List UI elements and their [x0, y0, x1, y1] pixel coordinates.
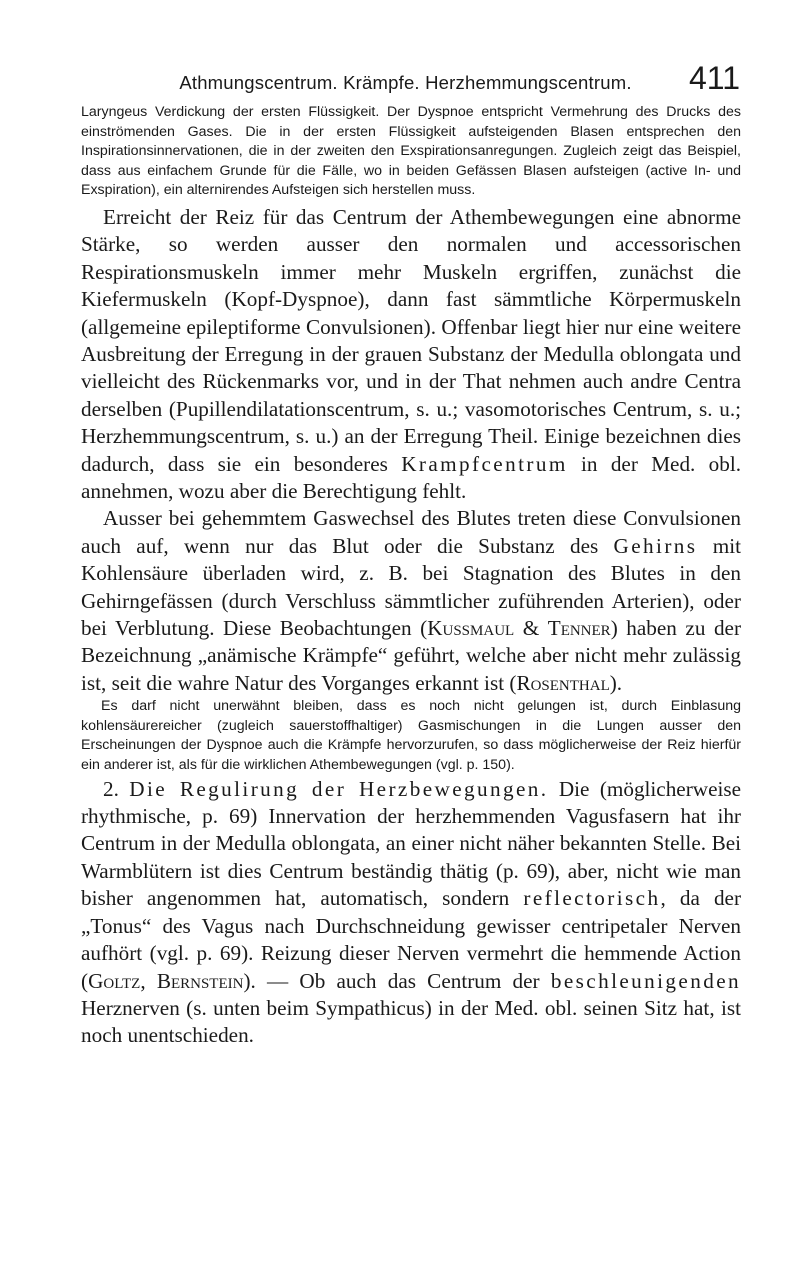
paragraph-krampfe	[81, 204, 741, 505]
page-content	[81, 103, 741, 1050]
paragraph-text-middle: , da der „Tonus“ des Vagus nach Durchschneidung gewisser centripetaler Nerven aufhört (vgl. p. 69). Reizung dieser Nerven vermehrt die hemmende Action (	[81, 886, 742, 993]
paragraph-small-1: Laryngeus Verdickung der ersten Flüssigkeit. Der Dyspnoe entspricht Vermehrung des Drucks des einströmenden Gases. Die in der ersten Flüssigkeit aufsteigenden Blasen entsprechen den Inspirationsinnervationen, die in der zweiten den Exspirationsanregungen. Zugleich zeigt das Beispiel, dass aus einfachem Grunde für die Fälle, wo in beiden Gefässen Blasen aufsteigen (active In- und Exspiration), ein alternirendes Aufsteigen sich herstellen muss.	[81, 104, 741, 199]
emphasized-term-krampfcentrum: Krampfcentrum	[401, 451, 568, 476]
paragraph-text-middle2: ) haben zu der Bezeichnung „anämische Krämpfe“ geführt, welche aber nicht mehr zulässig ist, seit die wahre Natur des Vorganges erkannt ist (	[81, 616, 741, 695]
author-goltz: Goltz	[88, 968, 141, 993]
paragraph-text-middle2: ). — Ob auch das Centrum der	[243, 968, 540, 993]
section-title: Die Regulirung der Herzbewegungen.	[129, 776, 549, 801]
paragraph-herzbewegungen	[81, 776, 741, 1050]
author-rosenthal: Rosenthal	[516, 670, 610, 695]
paragraph-small-2: Es darf nicht unerwähnt bleiben, dass es noch nicht gelungen ist, durch Einblasung kohlensäurereicher (zugleich sauerstoffhaltiger) Gasmischungen in die Lungen ausser den Erscheinungen der Dyspnoe auch die Krämpfe hervorzurufen, so dass möglicherweise der Reiz hierfür ein anderer ist, als für die wirklichen Athembewegungen (vgl. p. 150).	[81, 698, 741, 774]
emphasized-term-reflectorisch: reflectorisch	[523, 886, 661, 911]
page-header	[82, 62, 740, 94]
paragraph-text-end: in der Med. obl. annehmen, wozu aber die Berechtigung fehlt.	[81, 451, 742, 504]
paragraph-text-end: Herznerven (s. unten beim Sympathicus) in der Med. obl. seinen Sitz hat, ist noch unentschieden.	[81, 995, 741, 1048]
emphasized-term-beschleunigenden: beschleunigenden	[550, 968, 742, 993]
author-tenner: Tenner	[547, 616, 611, 641]
author-kussmaul: Kussmaul	[427, 616, 515, 641]
author-bernstein: Bernstein	[156, 968, 244, 993]
paragraph-text-middle: mit Kohlensäure überladen wird, z. B. bei Stagnation des Blutes in den Gehirngefässen (durch Verschluss sämmtlicher zuführenden Arterien), oder bei Verblutung. Diese Beobachtungen (	[81, 533, 742, 641]
paragraph-text: Ausser bei gehemmtem Gaswechsel des Blutes treten diese Convulsionen auch auf, wenn nur das Blut oder die Substanz des	[81, 506, 741, 558]
emphasized-term-gehirns: Gehirns	[613, 533, 698, 558]
page-number: 411	[688, 60, 740, 96]
running-head: Athmungscentrum. Krämpfe. Herzhemmungscentrum.	[179, 72, 632, 93]
paragraph-text: Erreicht der Reiz für das Centrum der Athembewegungen eine abnorme Stärke, so werden ausser den normalen und accessorischen Respirationsmuskeln immer mehr Muskeln ergriffen, zunächst die Kiefermuskeln (Kopf-Dyspnoe), dann fast sämmtliche Körpermuskeln (allgemeine epileptiforme Convulsionen). Offenbar liegt hier nur eine weitere Ausbreitung der Erregung in der grauen Substanz der Medulla oblongata und vielleicht des Rückenmarks vor, und in der That nehmen auch andre Centra derselben (Pupillendilatationscentrum, s. u.; vasomotorisches Centrum, s. u.; Herzhemmungscentrum, s. u.) an der Erregung Theil. Einige bezeichnen dies dadurch, dass sie ein besonderes	[81, 204, 741, 476]
paragraph-text-end: ).	[609, 670, 623, 695]
comma: ,	[140, 968, 157, 993]
ampersand: &	[514, 616, 548, 641]
paragraph-gehirn	[81, 505, 741, 697]
section-number: 2.	[103, 776, 119, 801]
paragraph-text: Die (möglicherweise rhythmische, p. 69) Innervation der herzhemmenden Vagusfasern hat ihr Centrum in der Medulla oblongata, an einer nicht näher bekannten Stelle. Bei Warmblütern ist dies Centrum beständig thätig (p. 69), aber, nicht wie man bisher angenommen hat, automatisch, sondern	[81, 776, 742, 911]
